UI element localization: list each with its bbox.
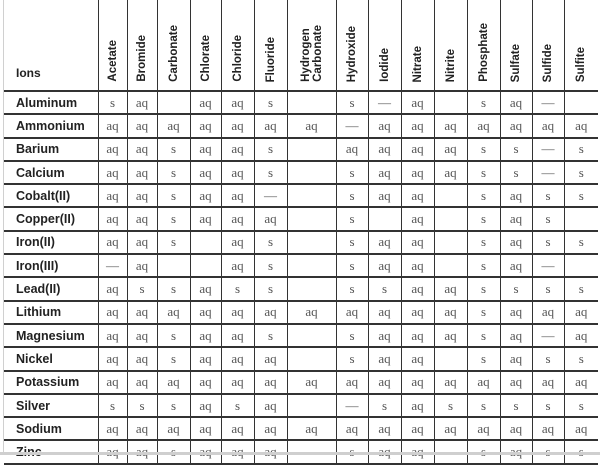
solubility-cell xyxy=(434,91,467,114)
column-header-label: Fluoride xyxy=(264,36,277,82)
solubility-cell: aq xyxy=(221,301,254,324)
table-row xyxy=(4,347,598,370)
solubility-cell: aq xyxy=(98,114,127,137)
solubility-cell: aq xyxy=(401,114,434,137)
column-header-label: Sulfite xyxy=(575,46,588,82)
column-header-label: Hydroxide xyxy=(346,25,358,82)
column-header xyxy=(368,0,401,91)
solubility-cell: s xyxy=(467,91,500,114)
column-header xyxy=(467,0,500,91)
solubility-cell: aq xyxy=(401,91,434,114)
solubility-cell: aq xyxy=(467,417,500,440)
solubility-cell: aq xyxy=(221,254,254,277)
solubility-cell: — xyxy=(532,91,564,114)
solubility-cell: — xyxy=(336,114,368,137)
solubility-cell: aq xyxy=(98,138,127,161)
solubility-cell: aq xyxy=(368,114,401,137)
solubility-cell: s xyxy=(532,394,564,417)
solubility-cell: aq xyxy=(564,324,598,347)
solubility-cell: s xyxy=(564,347,598,370)
column-header-label: Chlorate xyxy=(199,35,212,82)
solubility-cell: s xyxy=(467,277,500,300)
solubility-cell: aq xyxy=(368,417,401,440)
table-row xyxy=(4,301,598,324)
solubility-cell: aq xyxy=(434,138,467,161)
solubility-cell: s xyxy=(467,347,500,370)
column-header-label: Nitrate xyxy=(411,45,424,82)
solubility-cell: aq xyxy=(127,347,157,370)
solubility-cell: aq xyxy=(190,324,221,347)
solubility-cell: s xyxy=(221,277,254,300)
solubility-cell: aq xyxy=(287,301,336,324)
solubility-cell: aq xyxy=(127,91,157,114)
solubility-cell: aq xyxy=(190,184,221,207)
solubility-cell: aq xyxy=(336,417,368,440)
solubility-cell: s xyxy=(532,277,564,300)
solubility-cell xyxy=(157,91,190,114)
solubility-table-container xyxy=(3,0,600,452)
table-row xyxy=(4,161,598,184)
solubility-cell: s xyxy=(532,347,564,370)
solubility-cell: aq xyxy=(98,324,127,347)
solubility-cell: aq xyxy=(368,347,401,370)
solubility-cell: aq xyxy=(98,161,127,184)
solubility-cell: aq xyxy=(221,114,254,137)
solubility-cell: aq xyxy=(157,114,190,137)
solubility-cell: aq xyxy=(401,138,434,161)
solubility-cell: aq xyxy=(98,207,127,230)
solubility-cell: s xyxy=(127,277,157,300)
solubility-cell: aq xyxy=(401,301,434,324)
solubility-cell: aq xyxy=(401,371,434,394)
solubility-cell: s xyxy=(157,161,190,184)
solubility-cell: aq xyxy=(401,161,434,184)
solubility-cell: aq xyxy=(434,301,467,324)
table-row xyxy=(4,324,598,347)
solubility-cell: aq xyxy=(500,91,532,114)
solubility-cell xyxy=(434,231,467,254)
solubility-cell xyxy=(287,161,336,184)
solubility-cell: s xyxy=(98,91,127,114)
solubility-cell: s xyxy=(157,347,190,370)
ion-name: Calcium xyxy=(4,161,98,184)
solubility-cell: aq xyxy=(190,347,221,370)
solubility-cell: aq xyxy=(190,161,221,184)
column-header xyxy=(127,0,157,91)
solubility-table xyxy=(4,0,598,465)
solubility-cell: aq xyxy=(500,347,532,370)
solubility-cell: aq xyxy=(127,324,157,347)
table-row xyxy=(4,277,598,300)
solubility-cell: aq xyxy=(98,184,127,207)
solubility-cell: aq xyxy=(190,417,221,440)
solubility-cell xyxy=(287,324,336,347)
solubility-cell: aq xyxy=(500,324,532,347)
solubility-cell: — xyxy=(254,184,287,207)
solubility-cell: s xyxy=(127,394,157,417)
column-header-label: Acetate xyxy=(106,40,119,82)
solubility-cell: aq xyxy=(564,301,598,324)
solubility-cell: aq xyxy=(98,417,127,440)
column-header xyxy=(287,0,336,91)
solubility-cell: aq xyxy=(98,347,127,370)
column-header-label: Chloride xyxy=(231,35,244,82)
solubility-cell: aq xyxy=(190,138,221,161)
solubility-cell xyxy=(157,254,190,277)
column-header xyxy=(221,0,254,91)
solubility-cell: aq xyxy=(401,277,434,300)
solubility-cell: aq xyxy=(127,301,157,324)
solubility-cell: s xyxy=(157,277,190,300)
solubility-cell: aq xyxy=(221,184,254,207)
solubility-cell xyxy=(368,207,401,230)
solubility-cell: aq xyxy=(221,207,254,230)
solubility-cell: aq xyxy=(221,371,254,394)
solubility-cell: aq xyxy=(157,371,190,394)
solubility-cell: s xyxy=(500,161,532,184)
table-row xyxy=(4,254,598,277)
solubility-cell: s xyxy=(157,324,190,347)
solubility-cell: aq xyxy=(254,371,287,394)
table-row xyxy=(4,114,598,137)
solubility-cell: s xyxy=(368,277,401,300)
ion-name: Potassium xyxy=(4,371,98,394)
solubility-cell: — xyxy=(336,394,368,417)
solubility-cell: aq xyxy=(127,138,157,161)
solubility-cell: aq xyxy=(467,114,500,137)
table-row xyxy=(4,207,598,230)
solubility-cell: aq xyxy=(500,231,532,254)
solubility-cell: s xyxy=(467,324,500,347)
solubility-cell: — xyxy=(532,254,564,277)
solubility-cell: s xyxy=(532,184,564,207)
column-header-label: Iodide xyxy=(378,48,391,82)
solubility-cell: s xyxy=(98,394,127,417)
solubility-cell: s xyxy=(254,161,287,184)
solubility-cell: aq xyxy=(500,184,532,207)
solubility-cell xyxy=(564,207,598,230)
ion-name: Barium xyxy=(4,138,98,161)
solubility-cell xyxy=(287,394,336,417)
solubility-cell: — xyxy=(532,161,564,184)
solubility-cell: aq xyxy=(98,301,127,324)
solubility-cell: aq xyxy=(190,207,221,230)
solubility-cell: s xyxy=(467,254,500,277)
solubility-cell: s xyxy=(254,254,287,277)
table-row xyxy=(4,417,598,440)
solubility-cell: s xyxy=(467,184,500,207)
column-header-label: Sulfide xyxy=(542,43,554,82)
ion-name: Iron(III) xyxy=(4,254,98,277)
column-header-label: Bromide xyxy=(136,35,148,82)
solubility-cell: aq xyxy=(500,417,532,440)
solubility-cell: s xyxy=(336,277,368,300)
solubility-cell: s xyxy=(336,91,368,114)
solubility-cell: aq xyxy=(254,417,287,440)
solubility-cell: aq xyxy=(221,91,254,114)
solubility-cell: aq xyxy=(336,301,368,324)
solubility-cell: s xyxy=(157,138,190,161)
solubility-cell: aq xyxy=(434,417,467,440)
header-row xyxy=(4,0,598,91)
solubility-cell xyxy=(287,277,336,300)
solubility-cell xyxy=(190,254,221,277)
solubility-cell: aq xyxy=(157,417,190,440)
solubility-cell: aq xyxy=(401,324,434,347)
ion-name: Aluminum xyxy=(4,91,98,114)
solubility-cell: aq xyxy=(221,231,254,254)
column-header-label: Sulfate xyxy=(510,43,522,82)
solubility-cell xyxy=(434,207,467,230)
solubility-cell: aq xyxy=(368,324,401,347)
solubility-cell: aq xyxy=(401,347,434,370)
solubility-cell: s xyxy=(157,207,190,230)
table-row xyxy=(4,91,598,114)
ions-header: Ions xyxy=(4,0,98,91)
solubility-cell: aq xyxy=(336,371,368,394)
ion-name: Copper(II) xyxy=(4,207,98,230)
solubility-cell: aq xyxy=(434,277,467,300)
solubility-cell: aq xyxy=(157,301,190,324)
solubility-cell: s xyxy=(157,231,190,254)
solubility-cell: s xyxy=(564,394,598,417)
column-header xyxy=(434,0,467,91)
solubility-cell: s xyxy=(500,394,532,417)
solubility-cell: aq xyxy=(287,114,336,137)
solubility-cell: aq xyxy=(190,371,221,394)
solubility-cell: aq xyxy=(221,347,254,370)
column-header-label: Carbonate xyxy=(167,25,180,82)
solubility-cell: aq xyxy=(127,417,157,440)
solubility-cell: s xyxy=(467,207,500,230)
column-header xyxy=(254,0,287,91)
solubility-cell: aq xyxy=(401,231,434,254)
table-row xyxy=(4,394,598,417)
column-header-label: Hydrogen Carbonate xyxy=(299,25,324,82)
solubility-cell: s xyxy=(157,394,190,417)
solubility-cell: aq xyxy=(564,417,598,440)
solubility-cell xyxy=(434,347,467,370)
solubility-cell: aq xyxy=(127,161,157,184)
table-row xyxy=(4,184,598,207)
column-header xyxy=(500,0,532,91)
solubility-cell: aq xyxy=(127,207,157,230)
solubility-cell: — xyxy=(98,254,127,277)
solubility-cell: aq xyxy=(532,301,564,324)
solubility-cell: s xyxy=(336,161,368,184)
solubility-cell: aq xyxy=(564,114,598,137)
solubility-cell: s xyxy=(500,277,532,300)
solubility-cell: aq xyxy=(532,114,564,137)
solubility-cell: s xyxy=(336,184,368,207)
solubility-cell: aq xyxy=(254,114,287,137)
solubility-cell: s xyxy=(254,231,287,254)
column-header-label: Phosphate xyxy=(477,23,490,82)
solubility-cell: aq xyxy=(368,301,401,324)
solubility-cell: aq xyxy=(98,277,127,300)
solubility-cell xyxy=(287,254,336,277)
solubility-cell: s xyxy=(336,324,368,347)
column-header xyxy=(190,0,221,91)
solubility-cell: s xyxy=(467,138,500,161)
solubility-cell: aq xyxy=(368,138,401,161)
solubility-cell: aq xyxy=(98,231,127,254)
ion-name: Silver xyxy=(4,394,98,417)
column-header xyxy=(157,0,190,91)
solubility-cell: aq xyxy=(500,254,532,277)
ion-name: Iron(II) xyxy=(4,231,98,254)
column-header xyxy=(98,0,127,91)
table-row xyxy=(4,138,598,161)
solubility-cell: s xyxy=(368,394,401,417)
solubility-cell xyxy=(564,91,598,114)
solubility-cell: aq xyxy=(254,301,287,324)
solubility-cell: aq xyxy=(127,184,157,207)
table-body xyxy=(4,91,598,464)
solubility-cell xyxy=(287,138,336,161)
solubility-cell: s xyxy=(532,207,564,230)
solubility-cell: s xyxy=(254,138,287,161)
solubility-cell: aq xyxy=(221,161,254,184)
solubility-cell: aq xyxy=(221,138,254,161)
solubility-cell: s xyxy=(467,231,500,254)
solubility-cell xyxy=(287,347,336,370)
solubility-cell: aq xyxy=(127,254,157,277)
ion-name: Nickel xyxy=(4,347,98,370)
column-header xyxy=(401,0,434,91)
solubility-cell xyxy=(287,207,336,230)
solubility-cell: s xyxy=(564,277,598,300)
solubility-cell xyxy=(287,91,336,114)
solubility-cell: s xyxy=(434,394,467,417)
solubility-cell xyxy=(434,254,467,277)
solubility-cell: aq xyxy=(500,301,532,324)
column-header xyxy=(336,0,368,91)
solubility-cell: s xyxy=(336,254,368,277)
solubility-cell: aq xyxy=(532,371,564,394)
solubility-cell: s xyxy=(500,138,532,161)
solubility-cell: aq xyxy=(368,184,401,207)
solubility-cell: s xyxy=(336,347,368,370)
solubility-cell: s xyxy=(467,161,500,184)
solubility-cell: aq xyxy=(98,371,127,394)
solubility-cell: s xyxy=(254,324,287,347)
solubility-cell: aq xyxy=(190,277,221,300)
solubility-cell: aq xyxy=(500,207,532,230)
solubility-cell: aq xyxy=(368,371,401,394)
ion-name: Magnesium xyxy=(4,324,98,347)
solubility-cell: aq xyxy=(368,231,401,254)
solubility-cell: aq xyxy=(467,371,500,394)
solubility-cell: s xyxy=(564,184,598,207)
ion-name: Ammonium xyxy=(4,114,98,137)
solubility-cell: aq xyxy=(434,371,467,394)
solubility-cell: aq xyxy=(500,114,532,137)
solubility-cell: aq xyxy=(221,417,254,440)
solubility-cell: — xyxy=(532,138,564,161)
solubility-cell: s xyxy=(221,394,254,417)
solubility-cell: aq xyxy=(500,371,532,394)
solubility-cell: aq xyxy=(254,394,287,417)
solubility-cell: s xyxy=(564,138,598,161)
solubility-cell: s xyxy=(532,231,564,254)
solubility-cell: s xyxy=(564,231,598,254)
solubility-cell: aq xyxy=(401,254,434,277)
solubility-cell xyxy=(564,254,598,277)
solubility-cell: aq xyxy=(401,394,434,417)
solubility-cell: aq xyxy=(287,371,336,394)
solubility-cell: aq xyxy=(336,138,368,161)
solubility-cell: aq xyxy=(190,114,221,137)
solubility-cell: s xyxy=(467,394,500,417)
solubility-cell: aq xyxy=(190,301,221,324)
solubility-cell: s xyxy=(254,91,287,114)
solubility-cell: s xyxy=(254,277,287,300)
solubility-cell: — xyxy=(368,91,401,114)
table-row xyxy=(4,231,598,254)
solubility-cell: aq xyxy=(127,231,157,254)
solubility-cell: aq xyxy=(221,324,254,347)
solubility-cell: aq xyxy=(401,184,434,207)
solubility-cell xyxy=(287,231,336,254)
solubility-cell: aq xyxy=(564,371,598,394)
solubility-cell: s xyxy=(564,161,598,184)
solubility-cell: aq xyxy=(190,394,221,417)
ion-name: Lithium xyxy=(4,301,98,324)
solubility-cell: aq xyxy=(368,161,401,184)
solubility-cell xyxy=(434,184,467,207)
solubility-cell: aq xyxy=(532,417,564,440)
solubility-cell: aq xyxy=(401,207,434,230)
solubility-cell: aq xyxy=(254,347,287,370)
solubility-cell: aq xyxy=(434,114,467,137)
solubility-cell: s xyxy=(467,301,500,324)
ion-name: Cobalt(II) xyxy=(4,184,98,207)
solubility-cell: aq xyxy=(254,207,287,230)
solubility-cell: aq xyxy=(287,417,336,440)
solubility-cell: s xyxy=(157,184,190,207)
column-header xyxy=(564,0,598,91)
ion-name: Sodium xyxy=(4,417,98,440)
solubility-cell: aq xyxy=(434,161,467,184)
column-header xyxy=(532,0,564,91)
solubility-cell: aq xyxy=(127,114,157,137)
solubility-cell: aq xyxy=(190,91,221,114)
solubility-cell xyxy=(287,184,336,207)
column-header-label: Nitrite xyxy=(444,48,457,82)
ion-name: Lead(II) xyxy=(4,277,98,300)
solubility-cell: s xyxy=(336,207,368,230)
solubility-cell xyxy=(190,231,221,254)
solubility-cell: aq xyxy=(127,371,157,394)
solubility-cell: — xyxy=(532,324,564,347)
solubility-cell: aq xyxy=(434,324,467,347)
table-row xyxy=(4,371,598,394)
solubility-cell: s xyxy=(336,231,368,254)
solubility-cell: aq xyxy=(368,254,401,277)
solubility-cell: aq xyxy=(401,417,434,440)
